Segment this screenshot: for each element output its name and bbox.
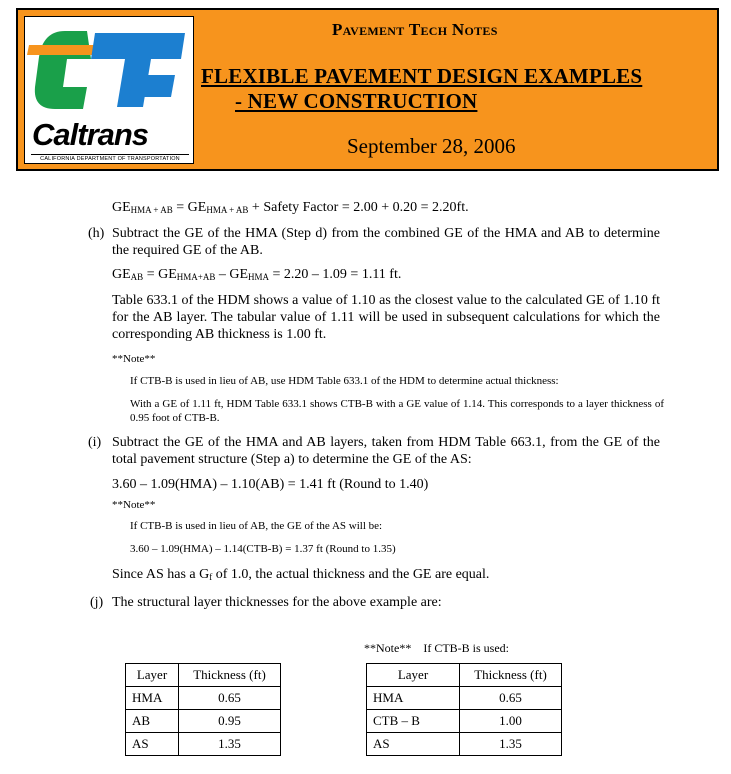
table-header: Layer <box>126 664 179 687</box>
logo-subtitle: CALIFORNIA DEPARTMENT OF TRANSPORTATION <box>31 154 189 162</box>
step-h-text: Subtract the GE of the HMA (Step d) from the combined GE of the HMA and AB to determine the required GE of the AB. <box>112 226 660 258</box>
table-cell: AS <box>367 733 460 756</box>
gf-statement: Since AS has a $G_f$ of 1.0, the actual thickness and the GE are equal. <box>112 567 490 582</box>
note-ctb-as: If CTB-B is used in lieu of AB, the GE of the AS will be: <box>130 520 383 532</box>
as-calculation: 3.60 – 1.09(HMA) – 1.10(AB) = 1.41 ft (Round to 1.40) <box>112 477 429 492</box>
table-cell: AB <box>126 710 179 733</box>
logo-wordmark: Caltrans <box>32 117 149 152</box>
step-j-marker: (j) <box>90 595 104 610</box>
step-i-marker: (i) <box>88 435 102 450</box>
table-cell: AS <box>126 733 179 756</box>
step-h-marker: (h) <box>88 226 105 241</box>
note-ctb-as-calc: 3.60 – 1.09(HMA) – 1.14(CTB-B) = 1.37 ft (Round to 1.35) <box>130 543 396 555</box>
table-row <box>126 733 281 756</box>
table-row <box>367 687 562 710</box>
table-633-paragraph: Table 633.1 of the HDM shows a value of 1.10 as the closest value to the calculated GE of 1.10 ft for the AB layer. The tabular value of 1.11 will be used in subsequent calculations for which the corresponding AB thickness is 1.00 ft. <box>112 293 660 342</box>
table-cell: 1.35 <box>179 733 281 756</box>
table-header: Thickness (ft) <box>460 664 562 687</box>
table-row <box>126 710 281 733</box>
page-title-line1: FLEXIBLE PAVEMENT DESIGN EXAMPLES <box>201 64 643 88</box>
table-cell: 0.95 <box>179 710 281 733</box>
table-row <box>367 733 562 756</box>
note-label: **Note** <box>112 353 156 365</box>
equation-ge-hma-ab: $GE_{HMA + AB} = GE_{HMA + AB}$ + Safety Factor = 2.00 + 0.20 = 2.20ft. <box>112 200 469 215</box>
note-label: **Note** <box>112 499 156 511</box>
note-ctb-ge: With a GE of 1.11 ft, HDM Table 633.1 shows CTB-B with a GE value of 1.14. This corresponds to a layer thickness of 0.95 foot of CTB-B. <box>130 398 664 424</box>
ctb-layer-thickness-table <box>366 663 562 756</box>
table-header-row <box>367 664 562 687</box>
table-cell: CTB – B <box>367 710 460 733</box>
layer-thickness-table <box>125 663 281 756</box>
tech-notes-label: Pavement Tech Notes <box>332 20 498 39</box>
table-header: Layer <box>367 664 460 687</box>
equation-ge-ab: $GE_{AB} = GE_{HMA+AB} - GE_{HMA} = 2.20 - 1.09 = 1.11$ ft. <box>112 267 402 282</box>
table-header: Thickness (ft) <box>179 664 281 687</box>
table-cell: 1.35 <box>460 733 562 756</box>
right-note: **Note** If CTB-B is used: <box>364 641 509 655</box>
table-cell: 0.65 <box>460 687 562 710</box>
page-title-line2: - NEW CONSTRUCTION <box>235 89 478 113</box>
step-i-text: Subtract the GE of the HMA and AB layers, taken from HDM Table 663.1, from the GE of the total pavement structure (Step a) to determine the GE of the AS: <box>112 435 660 467</box>
caltrans-logo <box>24 16 194 164</box>
note-ctb-thickness: If CTB-B is used in lieu of AB, use HDM Table 633.1 of the HDM to determine actual thickness: <box>130 375 559 387</box>
header-banner <box>16 8 719 171</box>
table-cell: HMA <box>367 687 460 710</box>
table-row <box>367 710 562 733</box>
publication-date: September 28, 2006 <box>347 134 516 158</box>
table-row <box>126 687 281 710</box>
table-header-row <box>126 664 281 687</box>
table-cell: HMA <box>126 687 179 710</box>
table-cell: 0.65 <box>179 687 281 710</box>
caltrans-ct-icon <box>25 17 193 121</box>
step-j-text: The structural layer thicknesses for the above example are: <box>112 595 442 610</box>
table-cell: 1.00 <box>460 710 562 733</box>
